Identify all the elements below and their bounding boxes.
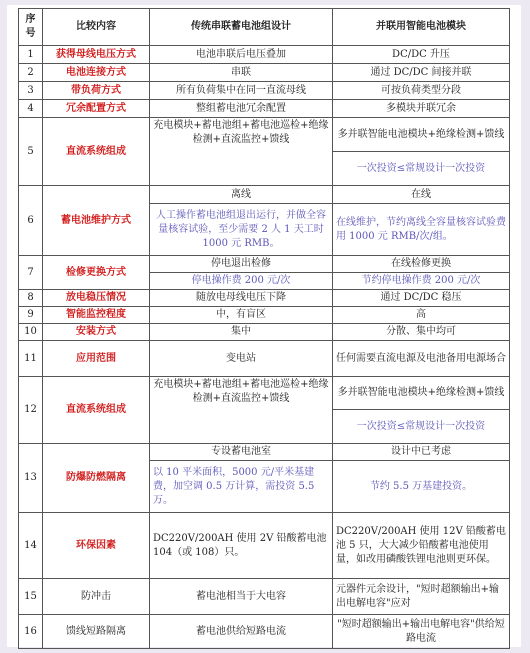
row-item: 直流系统组成 [43, 118, 150, 186]
table-header-row [19, 9, 510, 46]
row-item: 获得母线电压方式 [43, 46, 150, 64]
row-parallel: 在线 [333, 186, 510, 204]
row-parallel: 元器件元余设计，"短时超额输出+输出电解电容"应对 [333, 579, 510, 615]
row-traditional-cost: 以 10 平米面积，5000 元/平米基建费，加空调 0.5 万计算，需投资 5.5 万。 [150, 461, 333, 513]
row-no: 9 [19, 307, 43, 324]
row-traditional: 变电站 [150, 341, 333, 377]
row-parallel: 高 [333, 307, 510, 324]
row-item: 放电稳压情况 [43, 290, 150, 307]
document-page [7, 5, 521, 647]
row-no: 2 [19, 64, 43, 82]
table-row [19, 256, 510, 273]
row-parallel: 多模块并联冗余 [333, 100, 510, 118]
row-no: 14 [19, 513, 43, 579]
row-parallel-cost: 节约停电操作费 200 元/次 [333, 273, 510, 290]
row-parallel: 通过 DC/DC 稳压 [333, 290, 510, 307]
row-no: 5 [19, 118, 43, 186]
row-parallel: 可按负荷类型分段 [333, 82, 510, 100]
table-row [19, 324, 510, 341]
row-traditional-cost: 停电操作费 200 元/次 [150, 273, 333, 290]
row-item: 安装方式 [43, 324, 150, 341]
table-row [19, 118, 510, 152]
row-item: 环保因素 [43, 513, 150, 579]
row-traditional: 整组蓄电池冗余配置 [150, 100, 333, 118]
row-no: 7 [19, 256, 43, 290]
table-row [19, 46, 510, 64]
row-parallel: DC220V/200AH 使用 12V 铅酸蓄电池 5 只，大大减少铅酸蓄电池使用量，如改用磷酸铁锂电池则更环保。 [333, 513, 510, 579]
row-parallel: 分散、集中均可 [333, 324, 510, 341]
table-row [19, 513, 510, 579]
table-row [19, 341, 510, 377]
row-no: 11 [19, 341, 43, 377]
row-parallel: 多并联智能电池模块+绝缘检测+馈线 [333, 118, 510, 152]
row-traditional: 专设蓄电池室 [150, 444, 333, 461]
row-item: 防爆防燃隔离 [43, 444, 150, 513]
row-no: 4 [19, 100, 43, 118]
row-item: 直流系统组成 [43, 377, 150, 444]
row-no: 13 [19, 444, 43, 513]
row-parallel-cost: 在线维护，节约离线全容量核容试验费用 1000 元 RMB/次/组。 [333, 204, 510, 256]
row-no: 16 [19, 615, 43, 649]
row-traditional: 串联 [150, 64, 333, 82]
row-item: 冗余配置方式 [43, 100, 150, 118]
row-traditional: 所有负荷集中在同一直流母线 [150, 82, 333, 100]
row-item: 防冲击 [43, 579, 150, 615]
row-parallel-cost: 一次投资≤常规设计一次投资 [333, 410, 510, 444]
header-traditional: 传统串联蓄电池组设计 [150, 9, 333, 46]
header-parallel: 并联用智能电池模块 [333, 9, 510, 46]
row-traditional: 集中 [150, 324, 333, 341]
header-item: 比较内容 [43, 9, 150, 46]
table-row [19, 307, 510, 324]
row-item: 馈线短路隔离 [43, 615, 150, 649]
row-no: 8 [19, 290, 43, 307]
table-row [19, 186, 510, 204]
row-item: 电池连接方式 [43, 64, 150, 82]
row-no: 12 [19, 377, 43, 444]
row-parallel-cost: 一次投资≤常规设计一次投资 [333, 152, 510, 186]
table-row [19, 579, 510, 615]
row-item: 智能监控程度 [43, 307, 150, 324]
row-traditional: 充电模块+蓄电池组+蓄电池巡检+绝缘检测+直流监控+馈线 [150, 118, 333, 186]
row-traditional: DC220V/200AH 使用 2V 铅酸蓄电池 104（或 108）只。 [150, 513, 333, 579]
row-item: 检修更换方式 [43, 256, 150, 290]
row-no: 10 [19, 324, 43, 341]
row-parallel: DC/DC 升压 [333, 46, 510, 64]
table-row [19, 290, 510, 307]
row-traditional: 蓄电池供给短路电流 [150, 615, 333, 649]
row-traditional: 离线 [150, 186, 333, 204]
row-no: 3 [19, 82, 43, 100]
row-parallel: 设计中已考虑 [333, 444, 510, 461]
row-traditional: 蓄电池相当于大电容 [150, 579, 333, 615]
row-traditional: 停电退出检修 [150, 256, 333, 273]
row-item: 蓄电池维护方式 [43, 186, 150, 256]
row-parallel: "短时超额输出+输出电解电容"供给短路电流 [333, 615, 510, 649]
row-parallel-cost: 节约 5.5 万基建投资。 [333, 461, 510, 513]
table-row [19, 82, 510, 100]
row-traditional-cost: 人工操作蓄电池组退出运行，并做全容量核容试验，至少需要 2 人 1 天工时 1000 元 RMB。 [150, 204, 333, 256]
header-no: 序号 [19, 9, 43, 46]
row-no: 1 [19, 46, 43, 64]
row-traditional: 充电模块+蓄电池组+蓄电池巡检+绝缘检测+直流监控+馈线 [150, 377, 333, 444]
table-row [19, 377, 510, 410]
row-parallel: 多并联智能电池模块+绝缘检测+馈线 [333, 377, 510, 410]
row-parallel: 任何需要直流电源及电池备用电源场合 [333, 341, 510, 377]
table-row [19, 615, 510, 649]
row-traditional: 随放电母线电压下降 [150, 290, 333, 307]
row-parallel: 通过 DC/DC 间接并联 [333, 64, 510, 82]
row-no: 15 [19, 579, 43, 615]
table-row [19, 444, 510, 461]
row-parallel: 在线检修更换 [333, 256, 510, 273]
table-row [19, 100, 510, 118]
row-no: 6 [19, 186, 43, 256]
row-traditional: 电池串联后电压叠加 [150, 46, 333, 64]
table-row [19, 64, 510, 82]
row-traditional: 中，有盲区 [150, 307, 333, 324]
row-item: 带负荷方式 [43, 82, 150, 100]
comparison-table [18, 8, 510, 649]
row-item: 应用范围 [43, 341, 150, 377]
